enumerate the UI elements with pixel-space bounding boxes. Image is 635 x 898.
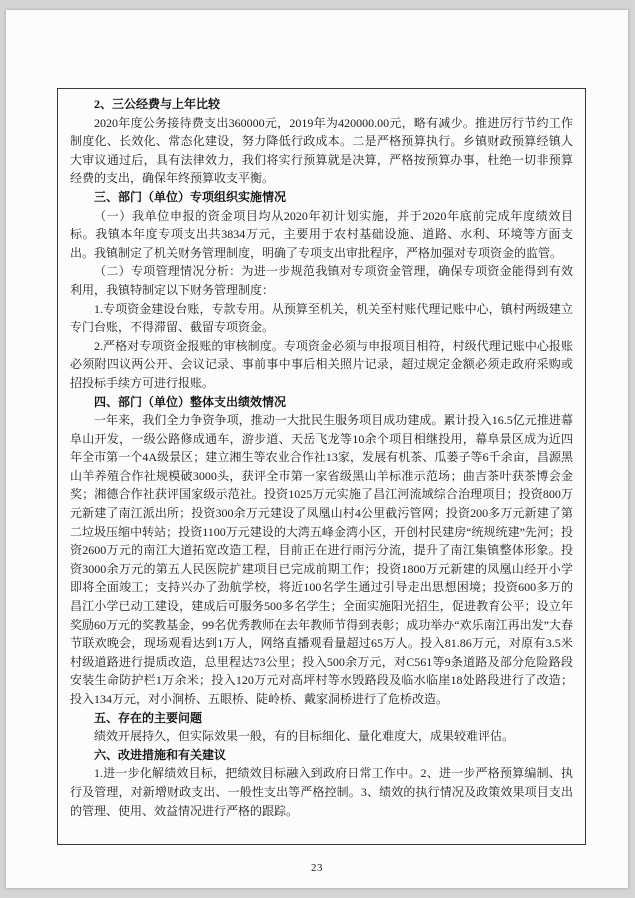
content-frame	[57, 88, 586, 845]
heading-main-problems: 五、存在的主要问题	[94, 710, 203, 725]
paragraph-project-implementation: （一）我单位申报的资金项目均从2020年初计划实施，并于2020年底前完成年度绩效目标。我镇本年度专项支出共3834万元，主要用于农村基础设施、道路、水利、环境等方面支出。我镇制定了机关财务管理制度，明确了专项支出审批程序，严格加强对专项资金的监管。	[70, 208, 573, 260]
paragraph-audit-rule: 2.严格对专项资金报账的审核制度。专项资金必须与申报项目相符，村级代理记账中心报账必须附四议两公开、会议记录、事前事中事后相关照片记录，超过规定金额必须走政府采购或招投标手续方可进行报账。	[70, 338, 573, 390]
document-page	[6, 10, 628, 888]
heading-overall-expenditure-performance: 四、部门（单位）整体支出绩效情况	[94, 394, 287, 409]
paragraph-special-fund-management-analysis: （二）专项管理情况分析：为进一步规范我镇对专项资金管理，确保专项资金能得到有效利用，我镇特制定以下财务管理制度：	[70, 264, 573, 297]
paragraph-ledger-rule: 1.专项资金建设台账，专款专用。从预算至机关，机关至村账代理记账中心，镇村两级建立专门台账，不得滞留、截留专项资金。	[70, 301, 573, 335]
page-number: 23	[311, 862, 323, 874]
paragraph-problems: 绩效开展持久，但实际效果一般，有的目标细化、量化难度大，成果较难评估。	[94, 729, 515, 744]
heading-three-public-expenses-comparison: 2、三公经费与上年比较	[94, 97, 221, 111]
heading-improvement-measures: 六、改进措施和有关建议	[94, 747, 227, 762]
paragraph-annual-achievements: 一年来，我们全力争资争项，推动一大批民生服务项目成功建成。累计投入16.5亿元推进幕阜山开发，一级公路修成通车，游步道、天岳飞龙等10余个项目相继投用，幕阜景区成为近四年全市第一个4A级景区；建立湘生等农业合作社13家，发展有机茶、瓜蒌子等6千余亩，昌源黑山羊养殖合作社规模破3000头，获评全市第一家省级黑山羊标准示范场；曲吉茶叶获茶博会金奖；湘德合作社获评国家级示范社。投资1025万元实施了昌江河流域综合治理项目；投资800万元新建了南江派出所；投资300余万元建设了凤凰山村4公里截污管网；投资200多万元新建了第二垃圾压缩中转站；投资1100万元建设的大湾五峰金湾小区，开创村民建房“统规统建”先河；投资2600万元的南江大道拓宽改造工程，目前正在进行雨污分流，提升了南江集镇整体形象。投资3000余万元的第五人民医院扩建项目已完成前期工作；投资1800万元新建的凤凰山经开小学即将全面竣工；支持兴办了劲航学校，将近100名学生通过引导走出思想困境；投资600多万的昌江小学已动工建设，建成后可服务500多名学生；全面实施阳光招生，促进教育公平；设立年奖励60万元的奖教基金，99名优秀教师在去年教师节得到表彰；成功举办“欢乐南江再出发”大春节联欢晚会，现场观看达到1万人，网络直播观看量超过65万人。投入81.86万元，对原有3.5米村级道路进行提质改造，总里程达73公里；投入500余万元，对C561等9条道路及部分危险路段安装生命防护栏1万余米；投入120万元对高坪村等水毁路段及临水临崖18处路段进行了改造；投入134万元，对小涧桥、五眼桥、陡岭桥、戴家洞桥进行了危桥改造。	[70, 413, 573, 706]
paragraph-reception-expenses: 2020年度公务接待费支出360000元，2019年为420000.00元，略有减少。推进厉行节约工作制度化、长效化、常态化建设，努力降低行政成本。二是严格预算执行。乡镇财政预算经镇人大审议通过后，具有法律效力，我们将实行预算就是决算，严格按预算办事，杜绝一切非预算经费的支出，确保年终预算收支平衡。	[70, 115, 573, 186]
paragraph-suggestions: 1.进一步化解绩效目标，把绩效目标融入到政府日常工作中。2、进一步严格预算编制、执行及管理，对新增财政支出、一般性支出等严格控制。3、绩效的执行情况及政策效果项目支出的管理、使用、效益情况进行严格的跟踪。	[70, 766, 573, 818]
heading-special-project-implementation: 三、部门（单位）专项组织实施情况	[94, 189, 287, 204]
